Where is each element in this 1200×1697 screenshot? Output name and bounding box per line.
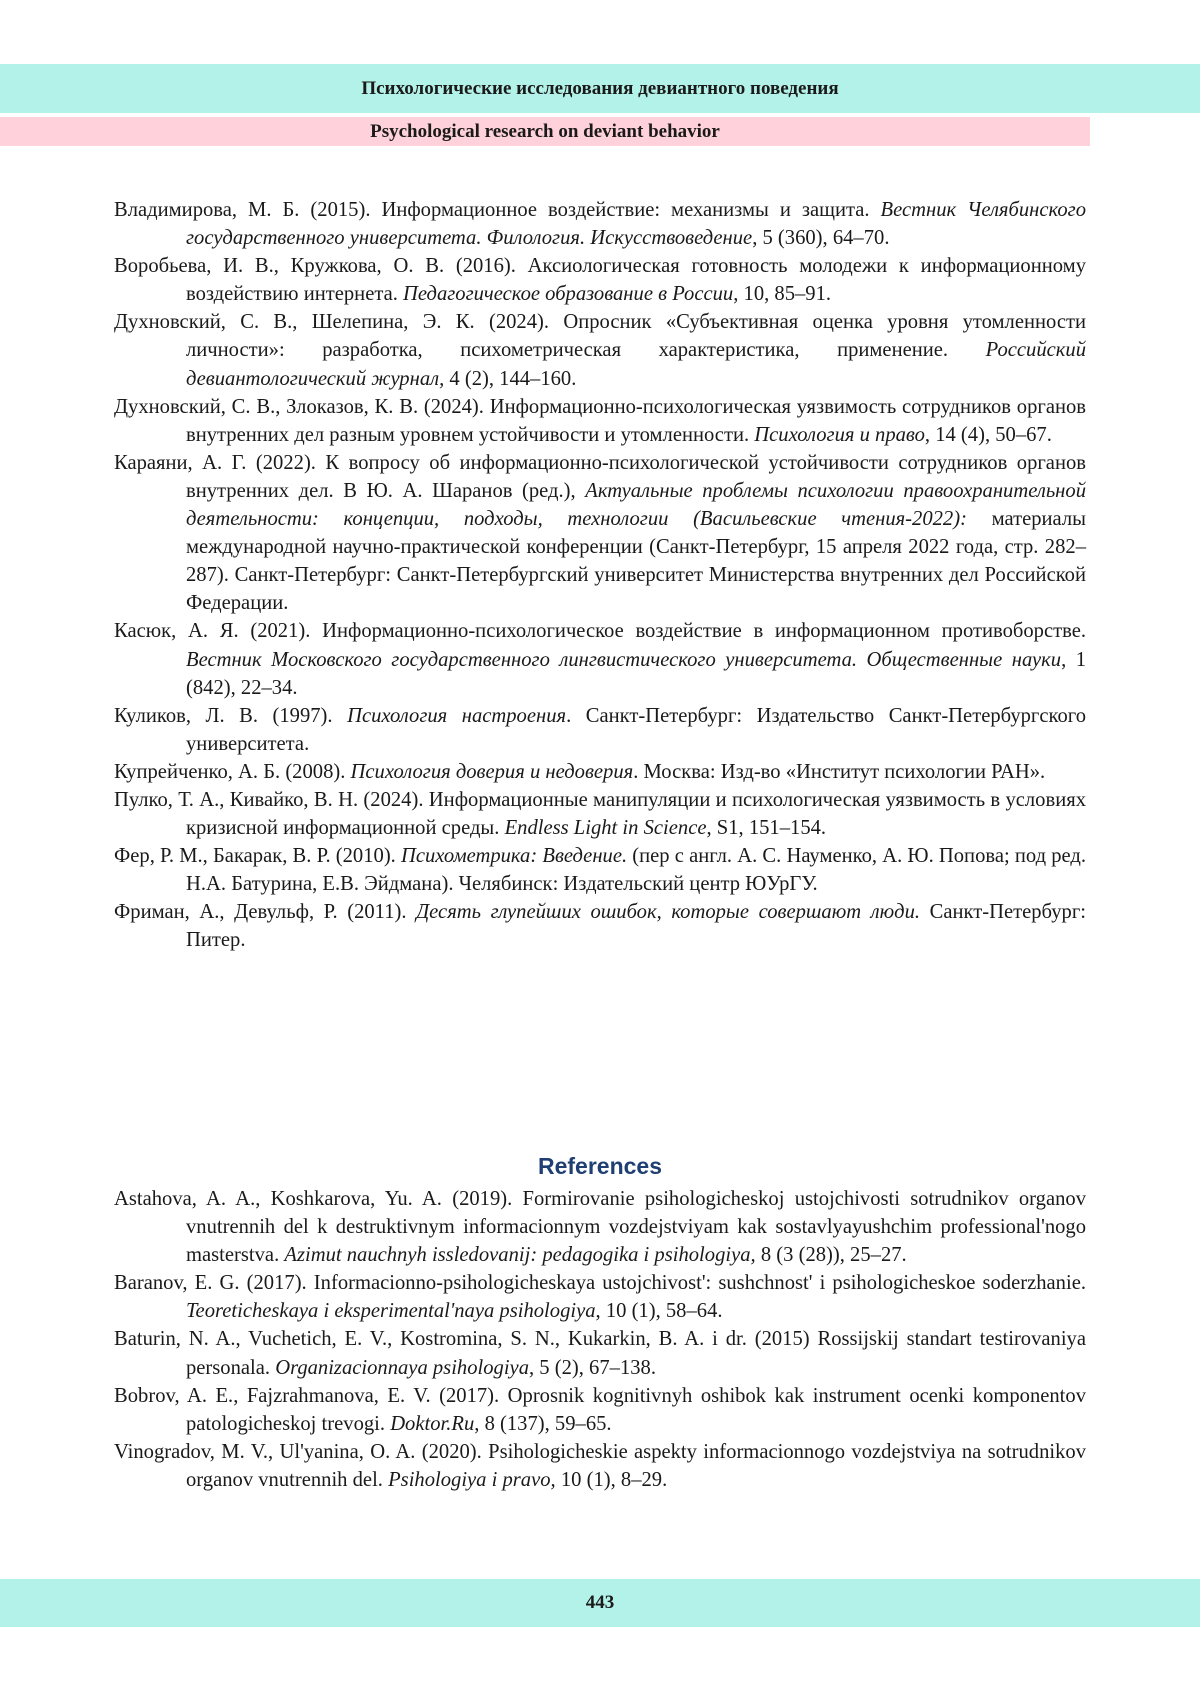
reference-source-title: Teoreticheskaya i eksperimental'naya psihologiya: [186, 1300, 596, 1323]
reference-text: 4 (2), 144–160.: [444, 367, 577, 390]
reference-source-title: Психология настроения: [347, 704, 567, 727]
reference-entry: [114, 449, 1086, 618]
journal-title-en: Psychological research on deviant behavior: [370, 120, 720, 142]
reference-source-title: Психометрика: Введение.: [401, 845, 628, 868]
reference-text: , 14 (4), 50–67.: [924, 423, 1052, 446]
reference-text: , 5 (360), 64–70.: [752, 227, 890, 250]
reference-text: Astahova, A. A., Koshkarova, Yu. A. (2019). Formirovanie psihologicheskoj ustojchivosti sotrudnikov organov vnutrennih del k destruktivnym informacionnym vozdejstviyam kak sostavlyayushchim professional'nogo masterstva.: [114, 1188, 1086, 1267]
reference-text: , 10, 85–91.: [733, 283, 832, 306]
reference-list-en: [114, 1185, 1086, 1494]
reference-text: , 10 (1), 58–64.: [595, 1300, 723, 1323]
reference-text: , S1, 151–154.: [706, 817, 827, 840]
reference-source-title: Organizacionnaya psihologiya: [275, 1356, 529, 1379]
reference-text: 10 (1), 8–29.: [555, 1468, 668, 1491]
page-footer: [0, 1579, 1200, 1627]
reference-source-title: Вестник Челябинского государственного университета. Филология. Искусствоведение: [186, 199, 1086, 250]
reference-source-title: Российский девиантологический журнал,: [186, 339, 1086, 390]
reference-source-title: Endless Light in Science: [504, 817, 707, 840]
reference-text: Baranov, E. G. (2017). Informacionno-psihologicheskaya ustojchivost': sushchnost' i psihologicheskoe soderzhanie.: [114, 1272, 1086, 1295]
reference-entry: [114, 252, 1086, 308]
reference-source-title: Вестник Московского государственного лингвистического университета. Общественные науки: [186, 648, 1062, 671]
reference-entry: [114, 758, 1086, 786]
reference-text: Baturin, N. A., Vuchetich, E. V., Kostromina, S. N., Kukarkin, B. A. i dr. (2015) Rossijskij standart testirovaniya personala.: [114, 1328, 1086, 1379]
reference-text: . Санкт-Петербург: Издательство Санкт-Петербургского университета.: [186, 704, 1086, 755]
reference-entry: [114, 1185, 1086, 1269]
reference-entry: [114, 842, 1086, 898]
reference-text: Духновский, С. В., Злоказов, К. В. (2024). Информационно-психологическая уязвимость сотрудников органов внутренних дел разным уровнем устойчивости и утомленности.: [114, 395, 1086, 446]
reference-text: , 1 (842), 22–34.: [186, 648, 1086, 699]
reference-text: Караяни, А. Г. (2022). К вопросу об информационно-психологической устойчивости сотрудников органов внутренних дел. В Ю. А. Шаранов (ред.),: [114, 451, 1086, 502]
reference-text: (пер с англ. А. С. Науменко, А. Ю. Попова; под ред. Н.А. Батурина, Е.В. Эйдмана). Челябинск: Издательский центр ЮУрГУ.: [186, 845, 1086, 896]
reference-entry: [114, 1438, 1086, 1494]
reference-entry: [114, 196, 1086, 252]
reference-text: Санкт-Петербург: Питер.: [186, 901, 1086, 952]
reference-text: Владимирова, М. Б. (2015). Информационное воздействие: механизмы и защита.: [114, 199, 881, 221]
reference-entry: [114, 1269, 1086, 1325]
journal-header-en: [0, 117, 1090, 146]
reference-text: Vinogradov, M. V., Ul'yanina, O. A. (2020). Psihologicheskie aspekty informacionnogo vozdejstviya na sotrudnikov organov vnutrennih del.: [114, 1440, 1086, 1491]
reference-text: Фер, Р. М., Бакарак, В. Р. (2010).: [114, 845, 401, 868]
reference-entry: [114, 702, 1086, 758]
reference-text: . Москва: Изд-во «Институт психологии РАН».: [633, 760, 1046, 783]
journal-title-ru: Психологические исследования девиантного поведения: [361, 77, 839, 99]
reference-source-title: Azimut nauchnyh issledovanij: pedagogika i psihologiya,: [284, 1244, 756, 1267]
reference-source-title: Десять глупейших ошибок, которые совершают люди.: [416, 901, 921, 924]
reference-text: Фриман, А., Девульф, Р. (2011).: [114, 901, 417, 924]
reference-entry: [114, 617, 1086, 701]
reference-entry: [114, 1325, 1086, 1381]
reference-text: , 8 (137), 59–65.: [474, 1412, 612, 1435]
reference-text: Куликов, Л. В. (1997).: [114, 704, 348, 727]
reference-entry: [114, 393, 1086, 449]
reference-source-title: Doktor.Ru: [390, 1412, 475, 1435]
reference-text: , 5 (2), 67–138.: [529, 1356, 656, 1379]
reference-source-title: Psihologiya i pravo,: [388, 1468, 556, 1491]
reference-entry: [114, 308, 1086, 392]
reference-source-title: Актуальные проблемы психологии правоохранительной деятельности: концепции, подходы, технологии (Васильевские чтения-2022):: [186, 479, 1086, 531]
reference-entry: [114, 898, 1086, 954]
reference-text: Пулко, Т. А., Кивайко, В. Н. (2024). Информационные манипуляции и психологическая уязвимость в условиях кризисной информационной среды.: [114, 788, 1086, 840]
reference-text: Касюк, А. Я. (2021). Информационно-психологическое воздействие в информационном противоборстве.: [114, 620, 1086, 643]
reference-text: Воробьева, И. В., Кружкова, О. В. (2016). Аксиологическая готовность молодежи к информационному воздействию интернета.: [114, 255, 1086, 306]
page-number: 443: [585, 1592, 615, 1613]
journal-header-ru: [0, 64, 1200, 113]
reference-text: материалы международной научно-практической конференции (Санкт-Петербург, 15 апреля 2022 года, стр. 282–287). Санкт-Петербург: Санкт-Петербургский университет Министерства внутренних дел Российской Федерации.: [186, 508, 1086, 615]
reference-text: Купрейченко, А. Б. (2008).: [114, 760, 351, 783]
reference-source-title: Психология доверия и недоверия: [350, 760, 634, 783]
references-heading: References: [537, 1153, 663, 1179]
reference-entry: [114, 1382, 1086, 1438]
reference-source-title: Психология и право: [754, 423, 925, 446]
reference-list-ru: [114, 196, 1086, 955]
reference-text: Bobrov, A. E., Fajzrahmanova, E. V. (2017). Oprosnik kognitivnyh oshibok kak instrument ocenki komponentov patologicheskoj trevogi.: [114, 1384, 1086, 1435]
reference-entry: [114, 786, 1086, 842]
reference-text: 8 (3 (28)), 25–27.: [755, 1244, 907, 1267]
reference-source-title: Педагогическое образование в России: [403, 283, 734, 306]
reference-text: Духновский, С. В., Шелепина, Э. К. (2024). Опросник «Субъективная оценка уровня утомленности личности»: разработка, психометрическая характеристика, применение.: [114, 311, 1086, 362]
